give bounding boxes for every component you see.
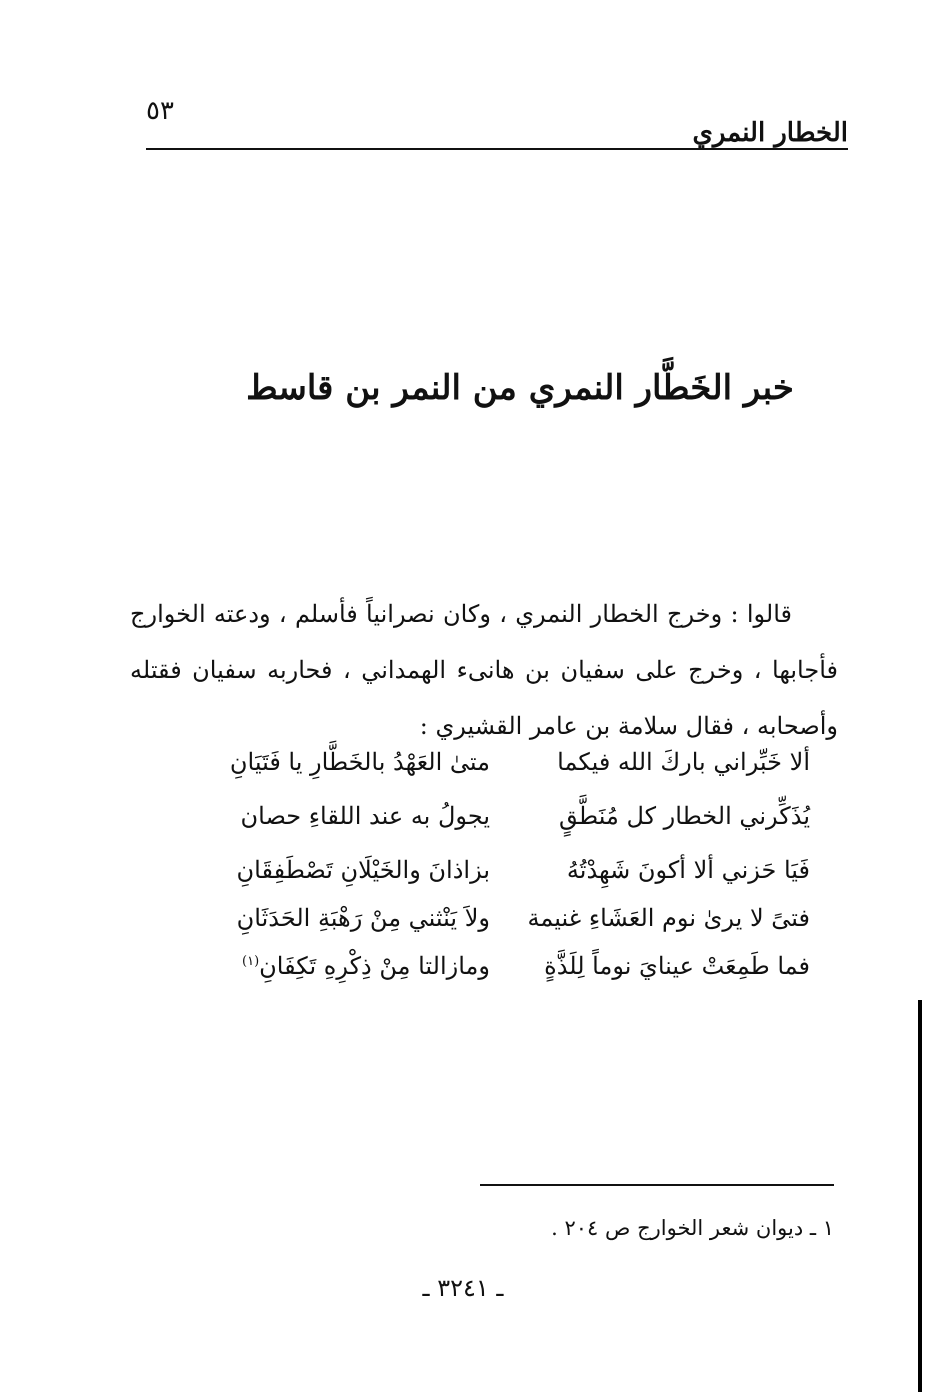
verse-first-hemistich: ألا خَبِّراني باركَ الله فيكما bbox=[557, 748, 810, 776]
verse-line bbox=[160, 748, 810, 804]
chapter-title: خبر الخَطَّار النمري من النمر بن قاسط bbox=[246, 368, 794, 408]
verse-second-hemistich-text: ومازالتا مِنْ ذِكْرِهِ تَكِفَانِ bbox=[259, 952, 490, 980]
verse-first-hemistich: فَيَا حَزني ألا أكونَ شَهِدْتُهُ bbox=[566, 856, 810, 884]
header-divider bbox=[146, 148, 848, 150]
verse-first-hemistich: فما طَمِعَتْ عينايَ نوماً لِلَذَّةٍ bbox=[544, 952, 810, 980]
scan-edge-line bbox=[918, 1000, 922, 1392]
footnote: ١ ـ ديوان شعر الخوارج ص ٢٠٤ . bbox=[551, 1216, 834, 1240]
intro-paragraph: قالوا : وخرج الخطار النمري ، وكان نصرانياً فأسلم ، ودعته الخوارج فأجابها ، وخرج على سفيان بن هانىء الهمداني ، فحاربه سفيان فقتله وأصحابه ، فقال سلامة بن عامر القشيري : bbox=[130, 600, 838, 740]
verse-second-hemistich bbox=[160, 952, 490, 980]
verse-second-hemistich: بزاذانَ والخَيْلَانِ تَصْطَفِقَانِ bbox=[236, 856, 490, 884]
page-number: ٥٣ bbox=[146, 96, 174, 126]
verse-line bbox=[160, 802, 810, 858]
verse-line bbox=[160, 952, 810, 1008]
body-text bbox=[130, 586, 838, 754]
running-title: الخطار النمري bbox=[692, 118, 848, 148]
verse-second-hemistich: ولاَ يَنْثني مِنْ رَهْبَةِ الحَدَثَانِ bbox=[236, 904, 490, 932]
verse-first-hemistich: يُذَكِّرني الخطار كل مُنَطَّقٍ bbox=[559, 802, 810, 830]
footnote-divider bbox=[480, 1184, 834, 1186]
verse-second-hemistich: يجولُ به عند اللقاءِ حصان bbox=[240, 802, 490, 830]
verse-first-hemistich: فتىً لا يرىٰ نوم العَشَاءِ غنيمة bbox=[527, 904, 810, 932]
verse-second-hemistich: متىٰ العَهْدُ بالخَطَّارِ يا فَتَيَانِ bbox=[229, 748, 490, 776]
footnote-marker: (١) bbox=[242, 954, 260, 969]
folio-number: ـ ٣٢٤١ ـ bbox=[422, 1274, 504, 1302]
